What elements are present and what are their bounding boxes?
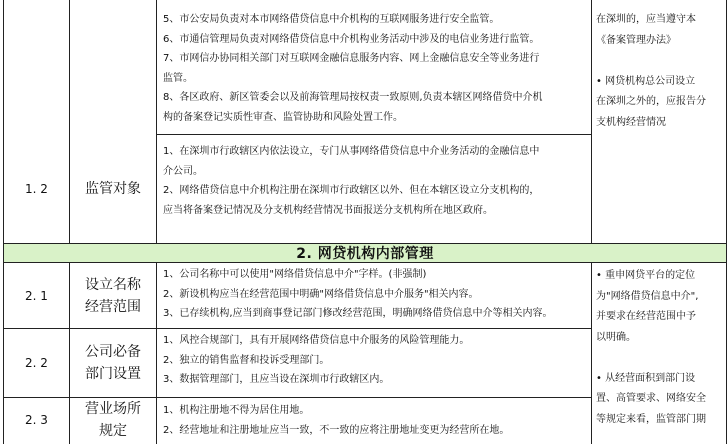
- row-title-line: 公司必备: [85, 344, 141, 360]
- section-heading: 2. 网贷机构内部管理: [4, 244, 726, 262]
- content-line: 应当将备案登记情况及分支机构经营情况书面报送分支机构所在地区政府。: [163, 204, 493, 216]
- note-line: 在深圳的，应当遵守本: [596, 14, 696, 25]
- grid-line: [69, 0, 70, 244]
- notes-top: [593, 10, 725, 160]
- note-line: 并要求在经营范围中予: [596, 311, 696, 322]
- row-number: 1. 2: [25, 182, 48, 196]
- row-content: [159, 331, 591, 396]
- grid-line: [3, 328, 592, 329]
- note-line: 等规定来看，监管部门期: [596, 413, 706, 425]
- content-line: 1、风控合规部门，具有开展网络借贷信息中介服务的风险管理能力。: [163, 335, 470, 346]
- row-title-line: 部门设置: [85, 366, 141, 382]
- duties-line: 监管。: [163, 72, 193, 84]
- duties-line: 构的备案登记实质性审查、监管协助和风险处置工作。: [163, 111, 403, 123]
- grid-line: [156, 262, 157, 444]
- row-content: [159, 265, 591, 327]
- note-line: 为"网络借贷信息中介",: [596, 290, 699, 302]
- note-line: [593, 348, 725, 369]
- note-line: [593, 51, 725, 72]
- note-line: 支机构经营情况: [596, 116, 666, 128]
- row-title: [70, 263, 156, 328]
- note-line: 置、高管要求、网络安全: [596, 393, 706, 404]
- duties-line: 5、市公安局负责对本市网络借贷信息中介机构的互联网服务进行安全监管。: [163, 14, 500, 25]
- note-line: 《备案管理办法》: [596, 34, 676, 46]
- content-line: 3、数据管理部门，且应当设在深圳市行政辖区内。: [163, 374, 390, 385]
- duties-line: 6、市通信管理局负责对网络借贷信息中介机构业务活动中涉及的电信业务进行监管。: [163, 33, 540, 45]
- row-title: [70, 329, 156, 397]
- note-line: • 重申网贷平台的定位: [596, 270, 696, 281]
- row-title: [70, 398, 156, 442]
- content-line: 2、新设机构应当在经营范围中明确"网络借贷信息中介服务"相关内容。: [163, 288, 479, 300]
- content-line: 1、机构注册地不得为居住用地。: [163, 405, 310, 416]
- note-line: 以明确。: [596, 331, 636, 343]
- grid-line: [591, 0, 592, 244]
- grid-line: [726, 0, 727, 444]
- content-line: 3、已存续机构,应当到商事登记部门修改经营范围，明确网络借贷信息中介等相关内容。: [163, 308, 553, 319]
- duties-list: [159, 10, 591, 133]
- note-line: • 从经营面积到部门设: [596, 372, 696, 384]
- row-number: 2. 3: [25, 413, 48, 427]
- grid-line: [156, 0, 157, 244]
- content-line: 2、网络借贷信息中介机构注册在深圳市行政辖区以外、但在本辖区设立分支机构的，: [163, 185, 540, 196]
- notes-section-2: [593, 266, 725, 442]
- row-title: [70, 135, 156, 243]
- content-line: 介公司。: [163, 165, 203, 177]
- row-title-line: 营业场所: [85, 401, 141, 417]
- content-line: 1、公司名称中可以使用"网络借贷信息中介"字样。(非强制): [163, 269, 427, 280]
- grid-line: [3, 243, 727, 244]
- grid-line: [3, 0, 4, 444]
- row-title-line: 规定: [99, 423, 127, 439]
- grid-line: [69, 262, 70, 444]
- row-content: [159, 142, 591, 242]
- duties-line: 7、市网信办协同相关部门对互联网金融信息服务内容、网上金融信息安全等业务进行: [163, 53, 540, 64]
- row-content: [159, 401, 591, 442]
- grid-line: [591, 262, 592, 444]
- content-line: 1、在深圳市行政辖区内依法设立，专门从事网络借贷信息中介业务活动的金融信息中: [163, 146, 540, 157]
- grid-line: [3, 262, 727, 263]
- duties-line: 8、各区政府、新区管委会以及前海管理局按权责一致原则,负责本辖区网络借贷中介机: [163, 92, 543, 103]
- row-title-line: 设立名称: [85, 276, 141, 293]
- row-title-line: 监管对象: [85, 181, 141, 197]
- grid-line: [3, 397, 592, 398]
- content-line: 2、独立的销售监督和投诉受理部门。: [163, 354, 330, 366]
- row-number: 2. 1: [25, 288, 48, 303]
- note-line: • 网贷机构总公司设立: [596, 75, 696, 87]
- note-line: 在深圳之外的，应报告分: [596, 96, 706, 107]
- grid-line: [156, 134, 592, 135]
- content-line: 2、经营地址和注册地址应当一致，不一致的应将注册地址变更为经营所在地。: [163, 424, 510, 436]
- row-number: 2. 2: [25, 356, 48, 370]
- row-title-line: 经营范围: [85, 298, 141, 315]
